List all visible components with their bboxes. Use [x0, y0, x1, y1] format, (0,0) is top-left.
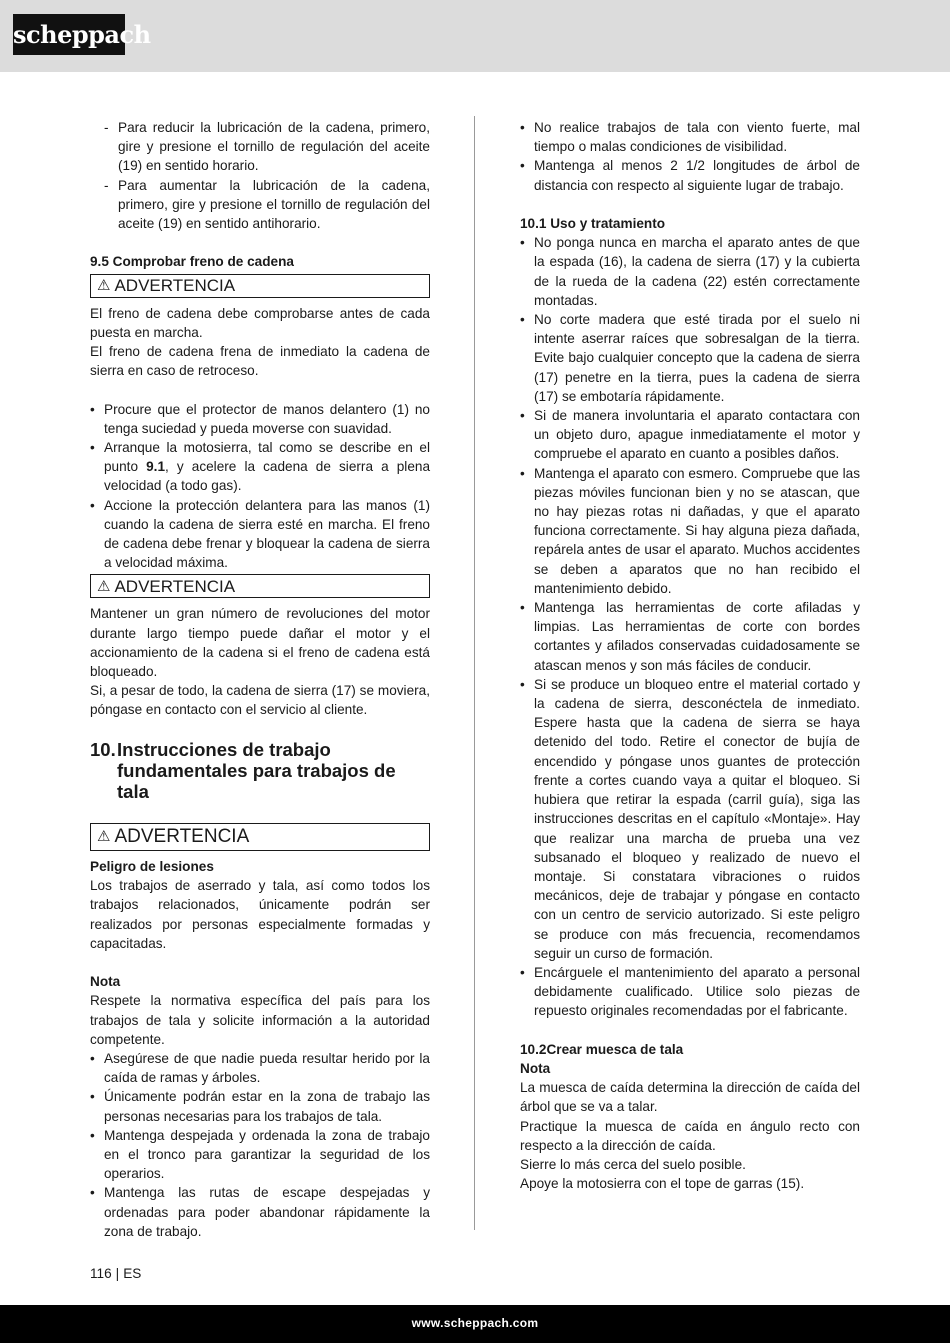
list-item: • Si de manera involuntaria el aparato contactara con un objeto duro, apague inmediatamente el motor y compruebe el aparato en cuanto a posibles daños.	[520, 408, 860, 462]
list-item: • Asegúrese de que nadie pueda resultar herido por la caída de ramas y árboles.	[90, 1051, 430, 1086]
list-item: • Mantenga al menos 2 1/2 longitudes de árbol de distancia con respecto al siguiente lugar de trabajo.	[520, 158, 860, 193]
list-item: • No ponga nunca en marcha el aparato antes de que la espada (16), la cadena de sierra (17) y la cubierta de la rueda de la cadena (22) estén correctamente montadas.	[520, 235, 860, 308]
brand-logo: scheppach	[13, 14, 125, 55]
list-item: • No realice trabajos de tala con viento fuerte, mal tiempo o malas condiciones de visibilidad.	[520, 120, 860, 155]
warning-icon: ⚠	[97, 277, 111, 294]
warning-box: ⚠ ADVERTENCIA	[90, 574, 430, 598]
warning-icon: ⚠	[97, 577, 111, 595]
section-heading-10: 10. Instrucciones de trabajo fundamentales para trabajos de tala	[90, 738, 396, 802]
subheading: Peligro de lesiones	[90, 859, 214, 875]
paragraph: Los trabajos de aserrado y tala, así como todos los trabajos relacionados, únicamente podrán ser realizados por personas especialmente formadas y capacitadas.	[90, 878, 430, 951]
paragraph: Si, a pesar de todo, la cadena de sierra (17) se moviera, póngase en contacto con el servicio al cliente.	[90, 683, 430, 718]
bullet-list	[520, 118, 860, 195]
bullet-list	[520, 233, 860, 1020]
paragraph: La muesca de caída determina la dirección de caída del árbol que se va a talar.	[520, 1080, 860, 1115]
list-item: • Procure que el protector de manos delantero (1) no tenga suciedad y pueda moverse con suavidad.	[90, 401, 430, 436]
list-item: • Encárguele el mantenimiento del aparato a personal debidamente cualificado. Utilice solo piezas de repuesto originales recomendadas por el fabricante.	[520, 964, 860, 1019]
bullet-list	[90, 1049, 430, 1241]
subheading: Nota	[90, 974, 121, 990]
website-link[interactable]: www.scheppach.com	[411, 1316, 539, 1330]
warning-icon: ⚠	[97, 828, 111, 846]
list-item: • Si se produce un bloqueo entre el material cortado y la cadena de sierra, desconéctela de inmediato. Espere hasta que la cadena de sierra se haya detenido del todo. Retire el conector de bujía de encendido y póngase unos guantes de protección frente a cortes cuando vaya a quitar el bloqueo. Si hubiera que retirar la espada (carril guía), siga las instrucciones descritas en el capítulo «Montaje». Hay que realizar una marcha de prueba una vez subsanado el bloqueo y realizado de nuevo el montaje. Si constatara vibraciones o ruidos mecánicos, deje de trabajar y póngase en contacto con un centro de servicio autorizado. Si este peligro se produce con más frecuencia, recomendamos seguir un curso de formación.	[520, 676, 860, 961]
list-item: • Mantenga el aparato con esmero. Compruebe que las piezas móviles funcionan bien y no se atascan, que no hay piezas rotas ni dañadas, y que el aparato funciona correctamente. Si hay alguna pieza dañada, repárela antes de usar el aparato. Muchos accidentes se deben a aparatos que no han recibido el mantenimiento debido.	[520, 465, 860, 596]
list-item: • Accione la protección delantera para las manos (1) cuando la cadena de sierra esté en marcha. El freno de cadena debe frenar y bloquear la cadena de sierra a velocidad máxima.	[90, 497, 430, 571]
subheading: Nota	[520, 1060, 551, 1076]
list-item: • Arranque la motosierra, tal como se describe en el punto 9.1, y acelere la cadena de sierra a plena velocidad (a todo gas).	[90, 440, 430, 494]
page-footer	[0, 1305, 950, 1343]
paragraph: Respete la normativa específica del país para los trabajos de tala y solicite información a la autoridad competente.	[90, 993, 430, 1047]
paragraph: El freno de cadena frena de inmediato la cadena de sierra en caso de retroceso.	[90, 344, 430, 379]
paragraph: El freno de cadena debe comprobarse antes de cada puesta en marcha.	[90, 305, 430, 340]
paragraph: Practique la muesca de caída en ángulo recto con respecto a la dirección de caída.	[520, 1118, 860, 1153]
right-column	[520, 118, 860, 1193]
paragraph: Sierre lo más cerca del suelo posible.	[520, 1156, 746, 1172]
page-number: 116 | ES	[90, 1266, 142, 1281]
warning-box: ⚠ ADVERTENCIA	[90, 823, 430, 851]
list-item: • Mantenga despejada y ordenada la zona de trabajo en el tronco para garantizar la seguridad de los operarios.	[90, 1127, 430, 1182]
section-heading-10-1: 10.1 Uso y tratamiento	[520, 216, 666, 231]
dash-list	[90, 118, 430, 233]
list-item: • Únicamente podrán estar en la zona de trabajo las personas necesarias para los trabajos de tala.	[90, 1089, 430, 1124]
page-header	[0, 0, 950, 72]
warning-box: ⚠ ADVERTENCIA	[90, 274, 430, 298]
paragraph: Apoye la motosierra con el tope de garras (15).	[520, 1176, 805, 1192]
section-heading-9-5: 9.5 Comprobar freno de cadena	[90, 254, 294, 270]
bullet-list	[90, 400, 430, 573]
list-item: • Mantenga las rutas de escape despejadas y ordenadas para poder abandonar rápidamente la zona de trabajo.	[90, 1185, 430, 1239]
section-heading-10-2: 10.2Crear muesca de tala	[520, 1041, 684, 1057]
left-column	[90, 118, 430, 1241]
list-item: - Para reducir la lubricación de la cadena, primero, gire y presione el tornillo de regulación del aceite (19) en sentido horario.	[104, 120, 430, 174]
list-item: • Mantenga las herramientas de corte afiladas y limpias. Las herramientas de corte con bordes cortantes y afilados conservadas cuidadosamente se atascan menos y son más fáciles de conducir.	[520, 600, 860, 673]
column-divider	[474, 116, 475, 1230]
paragraph: Mantener un gran número de revoluciones del motor durante largo tiempo puede dañar el motor y el accionamiento de la cadena si el freno de cadena está bloqueado.	[90, 606, 430, 680]
list-item: • No corte madera que esté tirada por el suelo ni intente aserrar raíces que sobresalgan de la tierra. Evite bajo cualquier concepto que la cadena de sierra (17) penetre en la tierra, pues la cadena de sierra (17) se embotaría rápidamente.	[520, 312, 860, 404]
list-item: - Para aumentar la lubricación de la cadena, primero, gire y presione el tornillo de regulación del aceite (19) en sentido antihorario.	[104, 177, 430, 232]
